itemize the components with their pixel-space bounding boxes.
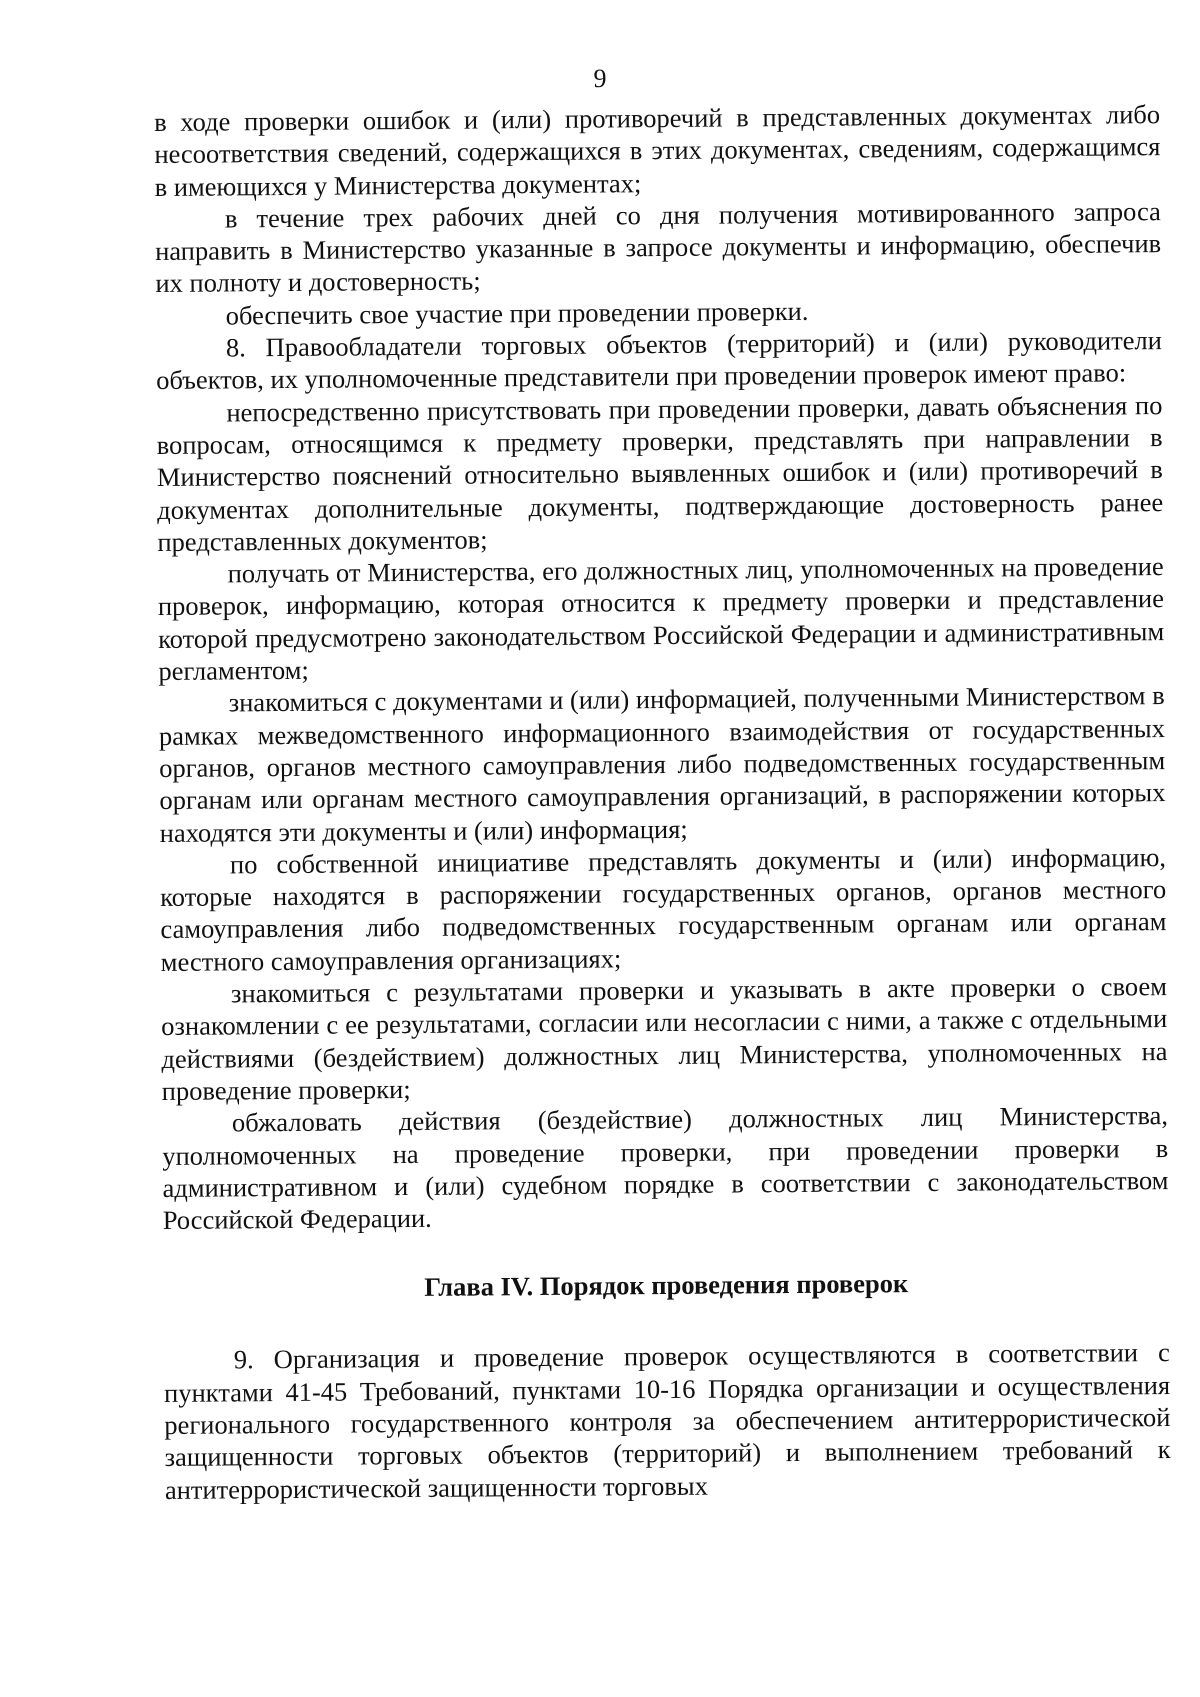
chapter-heading: Глава IV. Порядок проведения проверок [424, 1268, 909, 1303]
paragraph: 9. Организация и проведение проверок осуществляются в соответствии с пунктами 41-45 Требований, пунктами 10-16 Порядка организации и осуществления регионального государственного контроля за обеспечением антитеррористической защищенности торговых объектов (территорий) и выполнением требований к антитеррористической защищенности торговых [163, 1337, 1171, 1505]
paragraph: в ходе проверки ошибок и (или) противоречий в представленных документах либо несоответствия сведений, содержащихся в этих документах, сведениям, содержащимся в имеющихся у Министерства документах; [154, 99, 1161, 202]
paragraph: непосредственно присутствовать при проведении проверки, давать объяснения по вопросам, относящимся к предмету проверки, представлять при направлении в Министерство пояснений относительно выявленных ошибок и (или) противоречий в документах дополнительные документы, подтверждающие достоверность ранее представленных документов; [156, 389, 1164, 557]
paragraph: обжаловать действия (бездействие) должностных лиц Министерства, уполномоченных на проведение проверки, при проведении проверки в административном и (или) судебном порядке в соответствии с законодательством Российской Федерации. [162, 1100, 1169, 1236]
document-body [154, 98, 1171, 1506]
paragraph: получать от Министерства, его должностных лиц, уполномоченных на проведение проверок, информацию, которая относится к предмету проверки и представление которой предусмотрено законодательством Российской Федерации и административным регламентом; [157, 551, 1165, 687]
paragraph: знакомиться с результатами проверки и указывать в акте проверки о своем ознакомлении с ее результатами, согласии или несогласии с ними, а также с отдельными действиями (бездействием) должностных лиц Министерства, уполномоченных на проведение проверки; [161, 971, 1168, 1106]
paragraph: в течение трех рабочих дней со дня получения мотивированного запроса направить в Министерство указанные в запросе документы и информацию, обеспечив их полноту и достоверность; [155, 195, 1162, 299]
paragraph: по собственной инициативе представлять документы и (или) информацию, которые находятся в распоряжении государственных органов, органов местного самоуправления либо подведомственных государственным органам или органам местного самоуправления организациях; [160, 841, 1167, 977]
paragraph: обеспечить свое участие при проведении проверки. [225, 295, 809, 331]
paragraph: знакомиться с документами и (или) информацией, полученными Министерством в рамках межведомственного информационного взаимодействия от государственных органов, органов местного самоуправления либо подведомственных государственным органам или органам местного самоуправления организаций, в распоряжении которых находятся эти документы и (или) информация; [158, 680, 1166, 848]
paragraph: 8. Правообладатели торговых объектов (территорий) и (или) руководители объектов, их уполномоченные представители при проведении проверок имеют право: [156, 325, 1162, 396]
page-number: 9 [593, 64, 607, 93]
